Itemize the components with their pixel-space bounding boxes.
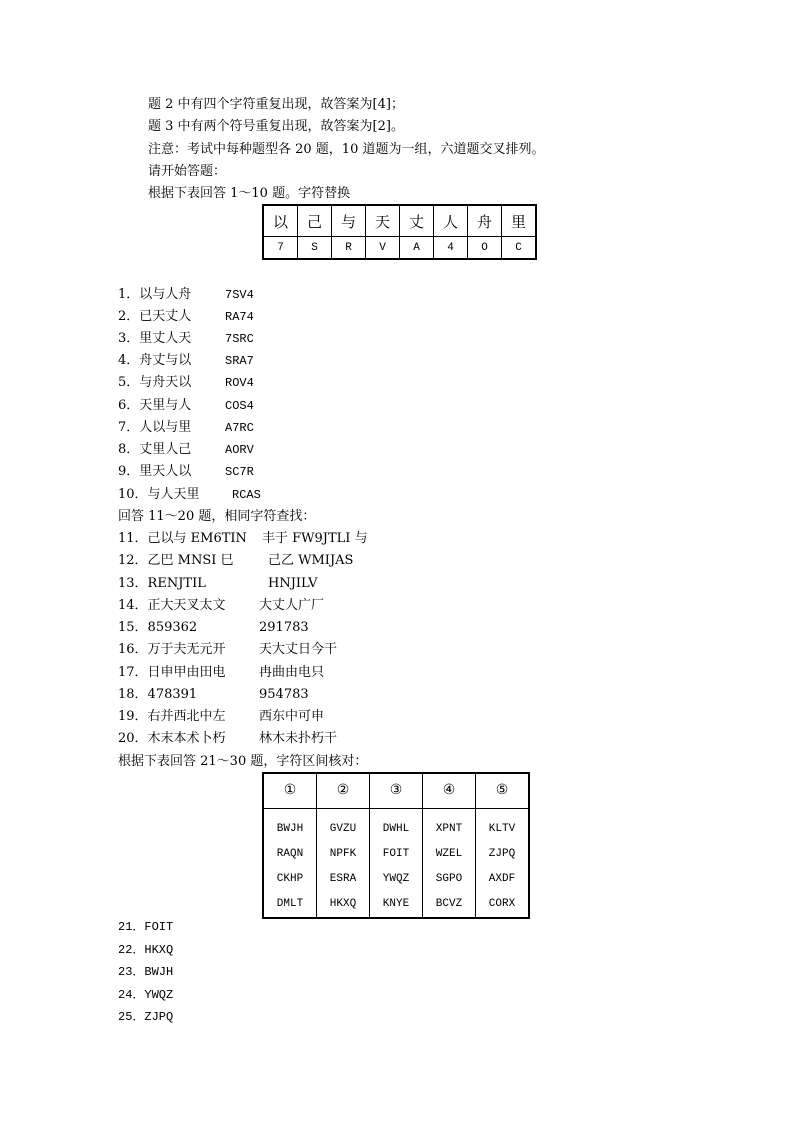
sub-answer: AORV xyxy=(225,443,254,457)
sub-code-cell: R xyxy=(332,237,366,260)
match-option: 954783 xyxy=(259,687,309,702)
group-codes-cell xyxy=(476,809,530,919)
group-code: BCVZ xyxy=(435,898,463,910)
sub-answer: ROV4 xyxy=(225,376,254,390)
group-code: XPNT xyxy=(435,823,463,835)
sub-question: 7．人以与里 xyxy=(118,420,192,435)
match-option: 大丈人广厂 xyxy=(259,598,325,613)
range-question: 24．YWQZ xyxy=(118,988,174,1002)
group-header-cell xyxy=(423,773,476,809)
sub-code-cell: 4 xyxy=(434,237,468,260)
match-option: 冉曲由电只 xyxy=(259,665,325,680)
sub-code-cell: C xyxy=(502,237,537,260)
group-code: NPFK xyxy=(329,848,357,860)
group-code: KNYE xyxy=(382,898,410,910)
sub-answer: RA74 xyxy=(225,310,254,324)
group-codes-cell xyxy=(317,809,370,919)
sub-answer: 7SV4 xyxy=(225,288,254,302)
group-code: ZJPQ xyxy=(488,848,516,860)
range-group-codes-row xyxy=(263,809,529,919)
group-header-label: ① xyxy=(283,782,297,798)
match-question: 19．右并西北中左 xyxy=(118,709,226,724)
intro-line-2: 题 3 中有两个符号重复出现，故答案为[2]。 xyxy=(148,119,404,134)
range-question: 22．HKXQ xyxy=(118,943,174,957)
match-question: 13．RENJTIL xyxy=(118,576,206,591)
group-header-label: ⑤ xyxy=(495,782,509,798)
intro-line-1: 题 2 中有四个字符重复出现，故答案为[4]； xyxy=(148,97,404,112)
group-code: CORX xyxy=(488,898,516,910)
group-header-label: ③ xyxy=(389,782,403,798)
sub-code-cell: A xyxy=(400,237,434,260)
match-option: HNJILV xyxy=(268,576,318,591)
match-option: 西东中可申 xyxy=(259,709,325,724)
match-option: 291783 xyxy=(259,620,309,635)
range-question: 23．BWJH xyxy=(118,965,174,979)
sub-question: 2．已天丈人 xyxy=(118,309,192,324)
sub-answer: SRA7 xyxy=(225,354,254,368)
sub-char-cell: 人 xyxy=(434,205,468,237)
group-codes-cell xyxy=(263,809,317,919)
sub-answer: COS4 xyxy=(225,399,254,413)
match-option: 林木未扑朽干 xyxy=(259,731,338,746)
group-header-label: ② xyxy=(336,782,350,798)
group-header-cell xyxy=(317,773,370,809)
intro-line-3: 注意：考试中每种题型各 20 题，10 道题为一组，六道题交叉排列。 xyxy=(148,142,545,157)
range-group-header-row xyxy=(263,773,529,809)
group-header-label: ④ xyxy=(442,782,456,798)
sub-char-cell: 以 xyxy=(263,205,298,237)
sub-answer: SC7R xyxy=(225,465,254,479)
group-codes-cell xyxy=(423,809,476,919)
group-code: GVZU xyxy=(329,823,357,835)
substitution-codes-row xyxy=(263,237,536,260)
sub-char-cell: 丈 xyxy=(400,205,434,237)
group-code: RAQN xyxy=(276,848,304,860)
section2-title: 回答 11～20 题，相同字符查找： xyxy=(118,509,316,524)
range-question: 21．FOIT xyxy=(118,920,174,934)
match-question: 11．己以与 EM6TIN xyxy=(118,531,247,546)
sub-question: 9．里天人以 xyxy=(118,464,192,479)
sub-code-cell: V xyxy=(366,237,400,260)
group-header-cell xyxy=(263,773,317,809)
group-code: AXDF xyxy=(488,873,516,885)
match-option: 丰于 FW9JTLI 与 xyxy=(262,531,368,546)
group-codes-cell xyxy=(370,809,423,919)
sub-code-cell: O xyxy=(468,237,502,260)
sub-answer: RCAS xyxy=(232,488,261,502)
sub-question: 8．丈里人己 xyxy=(118,442,192,457)
sub-char-cell: 己 xyxy=(298,205,332,237)
group-header-cell xyxy=(370,773,423,809)
group-code: WZEL xyxy=(435,848,463,860)
group-header-cell xyxy=(476,773,530,809)
sub-question: 5．与舟天以 xyxy=(118,375,192,390)
intro-line-5: 根据下表回答 1～10 题。字符替换 xyxy=(148,186,351,201)
substitution-table xyxy=(262,204,537,260)
group-code: DMLT xyxy=(276,898,304,910)
sub-char-cell: 天 xyxy=(366,205,400,237)
section3-title: 根据下表回答 21～30 题，字符区间核对： xyxy=(118,754,368,769)
group-code: HKXQ xyxy=(329,898,357,910)
match-question: 20．木末本术卜朽 xyxy=(118,731,226,746)
range-question: 25．ZJPQ xyxy=(118,1010,174,1024)
group-code: FOIT xyxy=(382,848,410,860)
match-question: 17．日申甲由田电 xyxy=(118,665,226,680)
sub-code-cell: S xyxy=(298,237,332,260)
range-group-table xyxy=(262,772,530,919)
group-code: SGPO xyxy=(435,873,463,885)
sub-answer: 7SRC xyxy=(225,332,254,346)
sub-char-cell: 里 xyxy=(502,205,537,237)
match-question: 15．859362 xyxy=(118,620,198,635)
group-code: YWQZ xyxy=(382,873,410,885)
group-code: ESRA xyxy=(329,873,357,885)
group-code: CKHP xyxy=(276,873,304,885)
substitution-chars-row xyxy=(263,205,536,237)
sub-question: 1．以与人舟 xyxy=(118,287,192,302)
match-question: 18．478391 xyxy=(118,687,198,702)
sub-question: 4．舟丈与以 xyxy=(118,353,192,368)
sub-question: 10．与人天里 xyxy=(118,487,200,502)
match-question: 16．万于夫无元开 xyxy=(118,642,226,657)
sub-question: 3．里丈人天 xyxy=(118,331,192,346)
match-question: 12．乙巴 MNSI 巳 xyxy=(118,553,234,568)
match-option: 己乙 WMIJAS xyxy=(268,553,354,568)
group-code: DWHL xyxy=(382,823,410,835)
match-option: 天大丈日今干 xyxy=(259,642,338,657)
sub-code-cell: 7 xyxy=(263,237,298,260)
intro-line-4: 请开始答题： xyxy=(148,164,227,179)
match-question: 14．正大天叉太文 xyxy=(118,598,226,613)
sub-char-cell: 舟 xyxy=(468,205,502,237)
sub-question: 6．天里与人 xyxy=(118,398,192,413)
sub-char-cell: 与 xyxy=(332,205,366,237)
group-code: KLTV xyxy=(488,823,516,835)
sub-answer: A7RC xyxy=(225,421,254,435)
group-code: BWJH xyxy=(276,823,304,835)
